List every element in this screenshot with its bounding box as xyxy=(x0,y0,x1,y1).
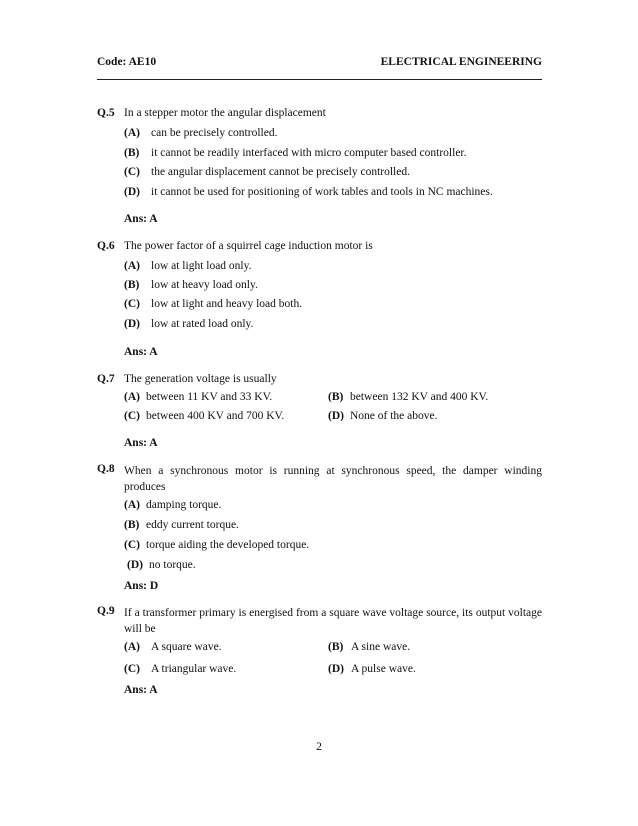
question-number: Q.7 xyxy=(97,373,115,385)
option-label: (C) xyxy=(124,663,140,675)
header-subject: ELECTRICAL ENGINEERING xyxy=(380,56,542,68)
answer-text: Ans: A xyxy=(124,213,158,225)
question-text: In a stepper motor the angular displacement xyxy=(124,107,326,119)
option-label: (A) xyxy=(124,641,140,653)
option-label: (B) xyxy=(124,147,140,159)
option-label: (B) xyxy=(328,391,344,403)
question-text: The generation voltage is usually xyxy=(124,373,277,385)
option-label: (D) xyxy=(328,410,344,422)
option-text: the angular displacement cannot be precisely controlled. xyxy=(151,166,410,178)
option-text: damping torque. xyxy=(146,499,222,511)
option-label: (C) xyxy=(124,298,140,310)
option-text: A sine wave. xyxy=(351,641,411,653)
option-label: (D) xyxy=(328,663,344,675)
answer-text: Ans: D xyxy=(124,580,159,592)
question-number: Q.6 xyxy=(97,240,115,252)
option-label: (D) xyxy=(127,559,143,571)
option-label: (A) xyxy=(124,499,140,511)
header-rule xyxy=(97,79,542,80)
option-text: can be precisely controlled. xyxy=(151,127,278,139)
option-label: (C) xyxy=(124,410,140,422)
option-label: (C) xyxy=(124,539,140,551)
page-number: 2 xyxy=(316,741,322,753)
header-code: Code: AE10 xyxy=(97,56,157,68)
option-text: eddy current torque. xyxy=(146,519,239,531)
question-text: If a transformer primary is energised from a square wave voltage source, its output voltage will be xyxy=(124,607,542,635)
option-label: (A) xyxy=(124,391,140,403)
option-label: (A) xyxy=(124,127,140,139)
option-label: (B) xyxy=(124,519,140,531)
option-text: low at rated load only. xyxy=(151,318,254,330)
question-text: When a synchronous motor is running at synchronous speed, the damper winding produces xyxy=(124,465,542,493)
option-text: low at light and heavy load both. xyxy=(151,298,303,310)
option-label: (B) xyxy=(124,279,140,291)
option-text: torque aiding the developed torque. xyxy=(146,539,310,551)
question-number: Q.9 xyxy=(97,605,115,617)
question-number: Q.8 xyxy=(97,463,115,475)
option-label: (D) xyxy=(124,186,140,198)
option-label: (A) xyxy=(124,260,140,272)
option-text: between 400 KV and 700 KV. xyxy=(146,410,285,422)
answer-text: Ans: A xyxy=(124,346,158,358)
option-text: no torque. xyxy=(149,559,196,571)
option-label: (B) xyxy=(328,641,344,653)
option-text: A triangular wave. xyxy=(151,663,237,675)
answer-text: Ans: A xyxy=(124,437,158,449)
option-text: A square wave. xyxy=(151,641,222,653)
option-label: (D) xyxy=(124,318,140,330)
option-text: between 132 KV and 400 KV. xyxy=(350,391,489,403)
option-text: A pulse wave. xyxy=(351,663,416,675)
option-text: it cannot be used for positioning of work tables and tools in NC machines. xyxy=(151,186,493,198)
option-text: low at light load only. xyxy=(151,260,252,272)
option-text: it cannot be readily interfaced with micro computer based controller. xyxy=(151,147,467,159)
answer-text: Ans: A xyxy=(124,684,158,696)
question-text: The power factor of a squirrel cage induction motor is xyxy=(124,240,373,252)
option-text: None of the above. xyxy=(350,410,438,422)
option-text: between 11 KV and 33 KV. xyxy=(146,391,273,403)
question-number: Q.5 xyxy=(97,107,115,119)
option-label: (C) xyxy=(124,166,140,178)
option-text: low at heavy load only. xyxy=(151,279,258,291)
